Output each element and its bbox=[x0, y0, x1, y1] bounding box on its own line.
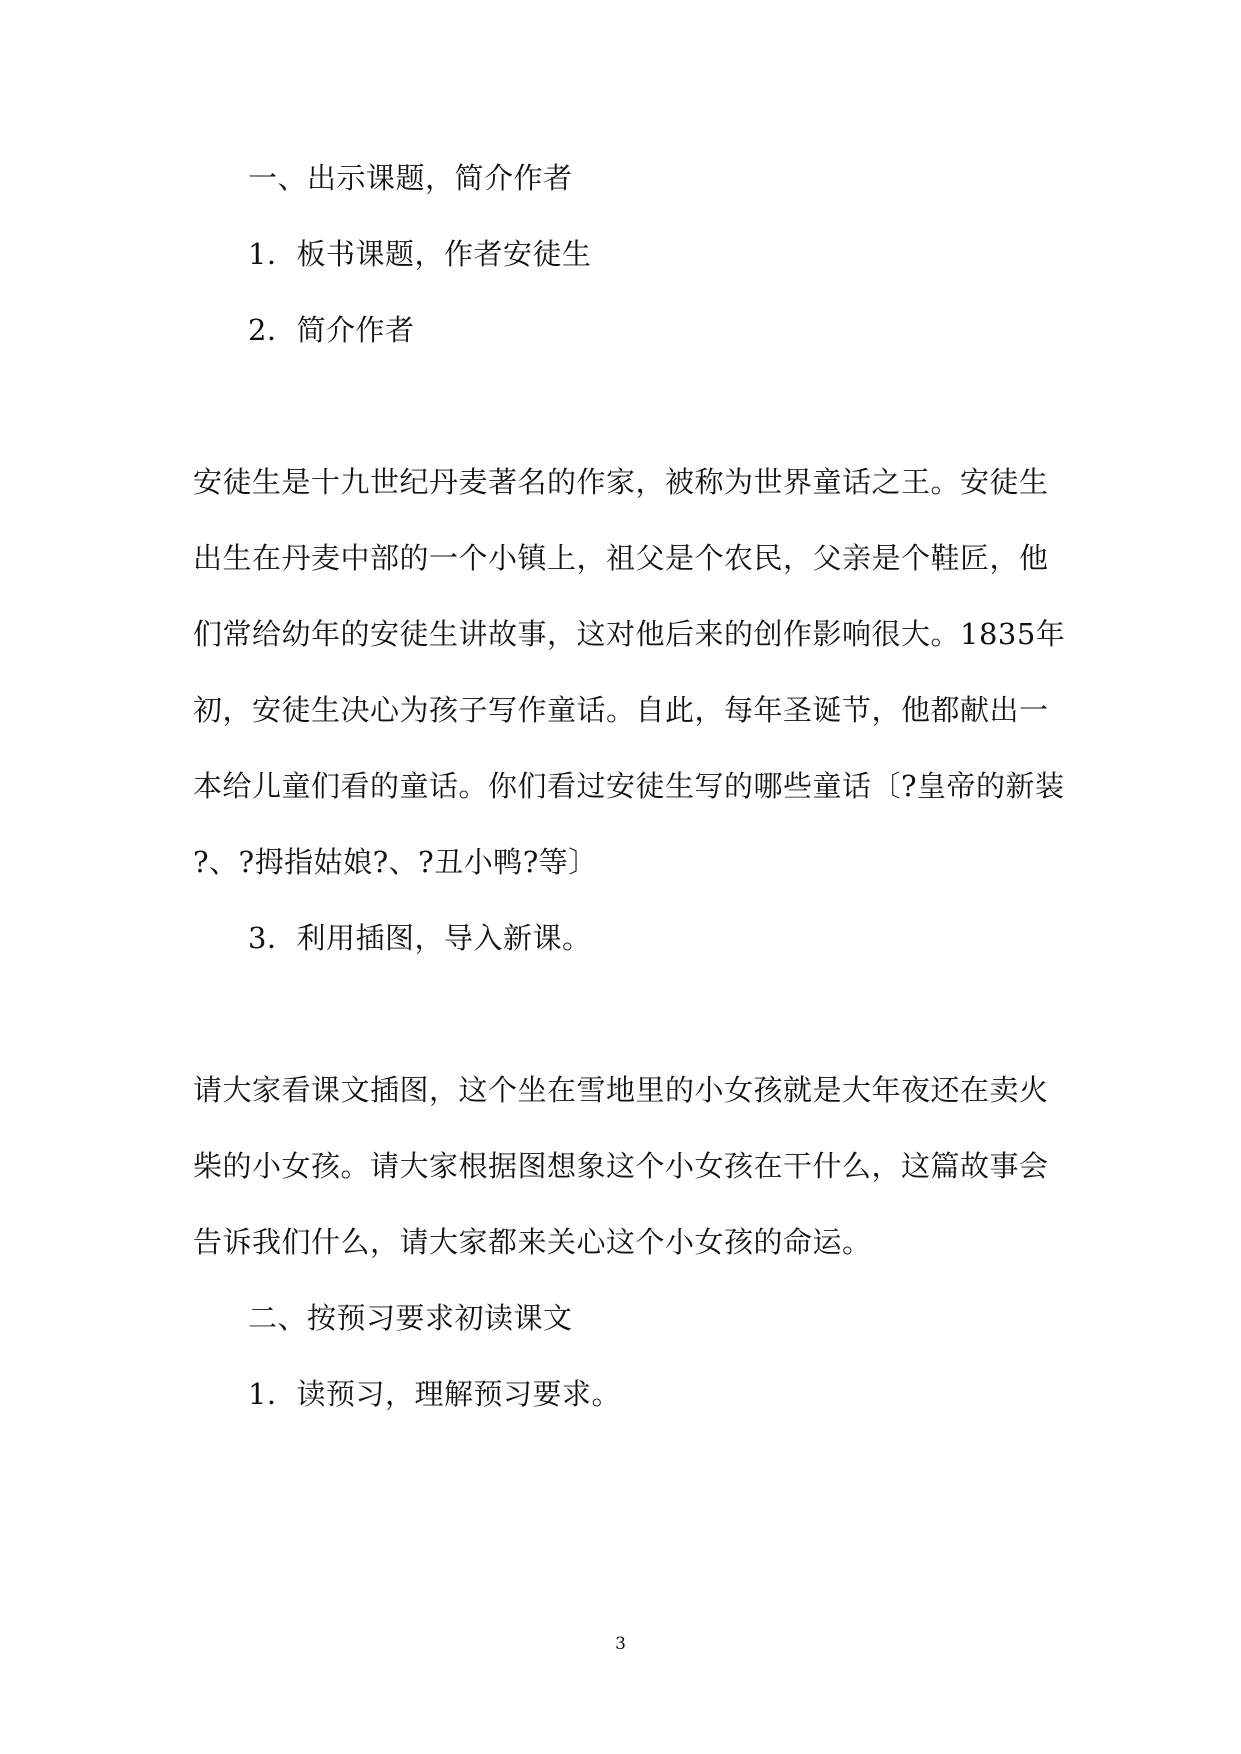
paragraph-line: 本给儿童们看的童话。你们看过安徒生写的哪些童话〔?皇帝的新装 bbox=[193, 769, 1065, 803]
list-item-2-1: 1．读预习，理解预习要求。 bbox=[248, 1377, 621, 1411]
page-number: 3 bbox=[615, 1634, 626, 1654]
list-item-1-3: 3．利用插图，导入新课。 bbox=[248, 921, 592, 955]
section-heading-2: 二、按预习要求初读课文 bbox=[248, 1301, 573, 1335]
paragraph-line: 告诉我们什么，请大家都来关心这个小女孩的命运。 bbox=[193, 1225, 872, 1259]
paragraph-line: 出生在丹麦中部的一个小镇上，祖父是个农民，父亲是个鞋匠，他 bbox=[193, 541, 1049, 575]
paragraph-line: ?、?拇指姑娘?、?丑小鸭?等〕 bbox=[193, 845, 598, 879]
paragraph-line: 安徒生是十九世纪丹麦著名的作家，被称为世界童话之王。安徒生 bbox=[193, 465, 1049, 499]
list-item-1-1: 1．板书课题，作者安徒生 bbox=[248, 237, 592, 271]
list-item-1-2: 2．简介作者 bbox=[248, 313, 415, 347]
paragraph-line: 请大家看课文插图，这个坐在雪地里的小女孩就是大年夜还在卖火 bbox=[193, 1073, 1049, 1107]
paragraph-line: 柴的小女孩。请大家根据图想象这个小女孩在干什么，这篇故事会 bbox=[193, 1149, 1049, 1183]
paragraph-line: 初，安徒生决心为孩子写作童话。自此，每年圣诞节，他都献出一 bbox=[193, 693, 1049, 727]
paragraph-line: 们常给幼年的安徒生讲故事，这对他后来的创作影响很大。1835年 bbox=[193, 617, 1066, 651]
section-heading-1: 一、出示课题，简介作者 bbox=[248, 161, 573, 195]
